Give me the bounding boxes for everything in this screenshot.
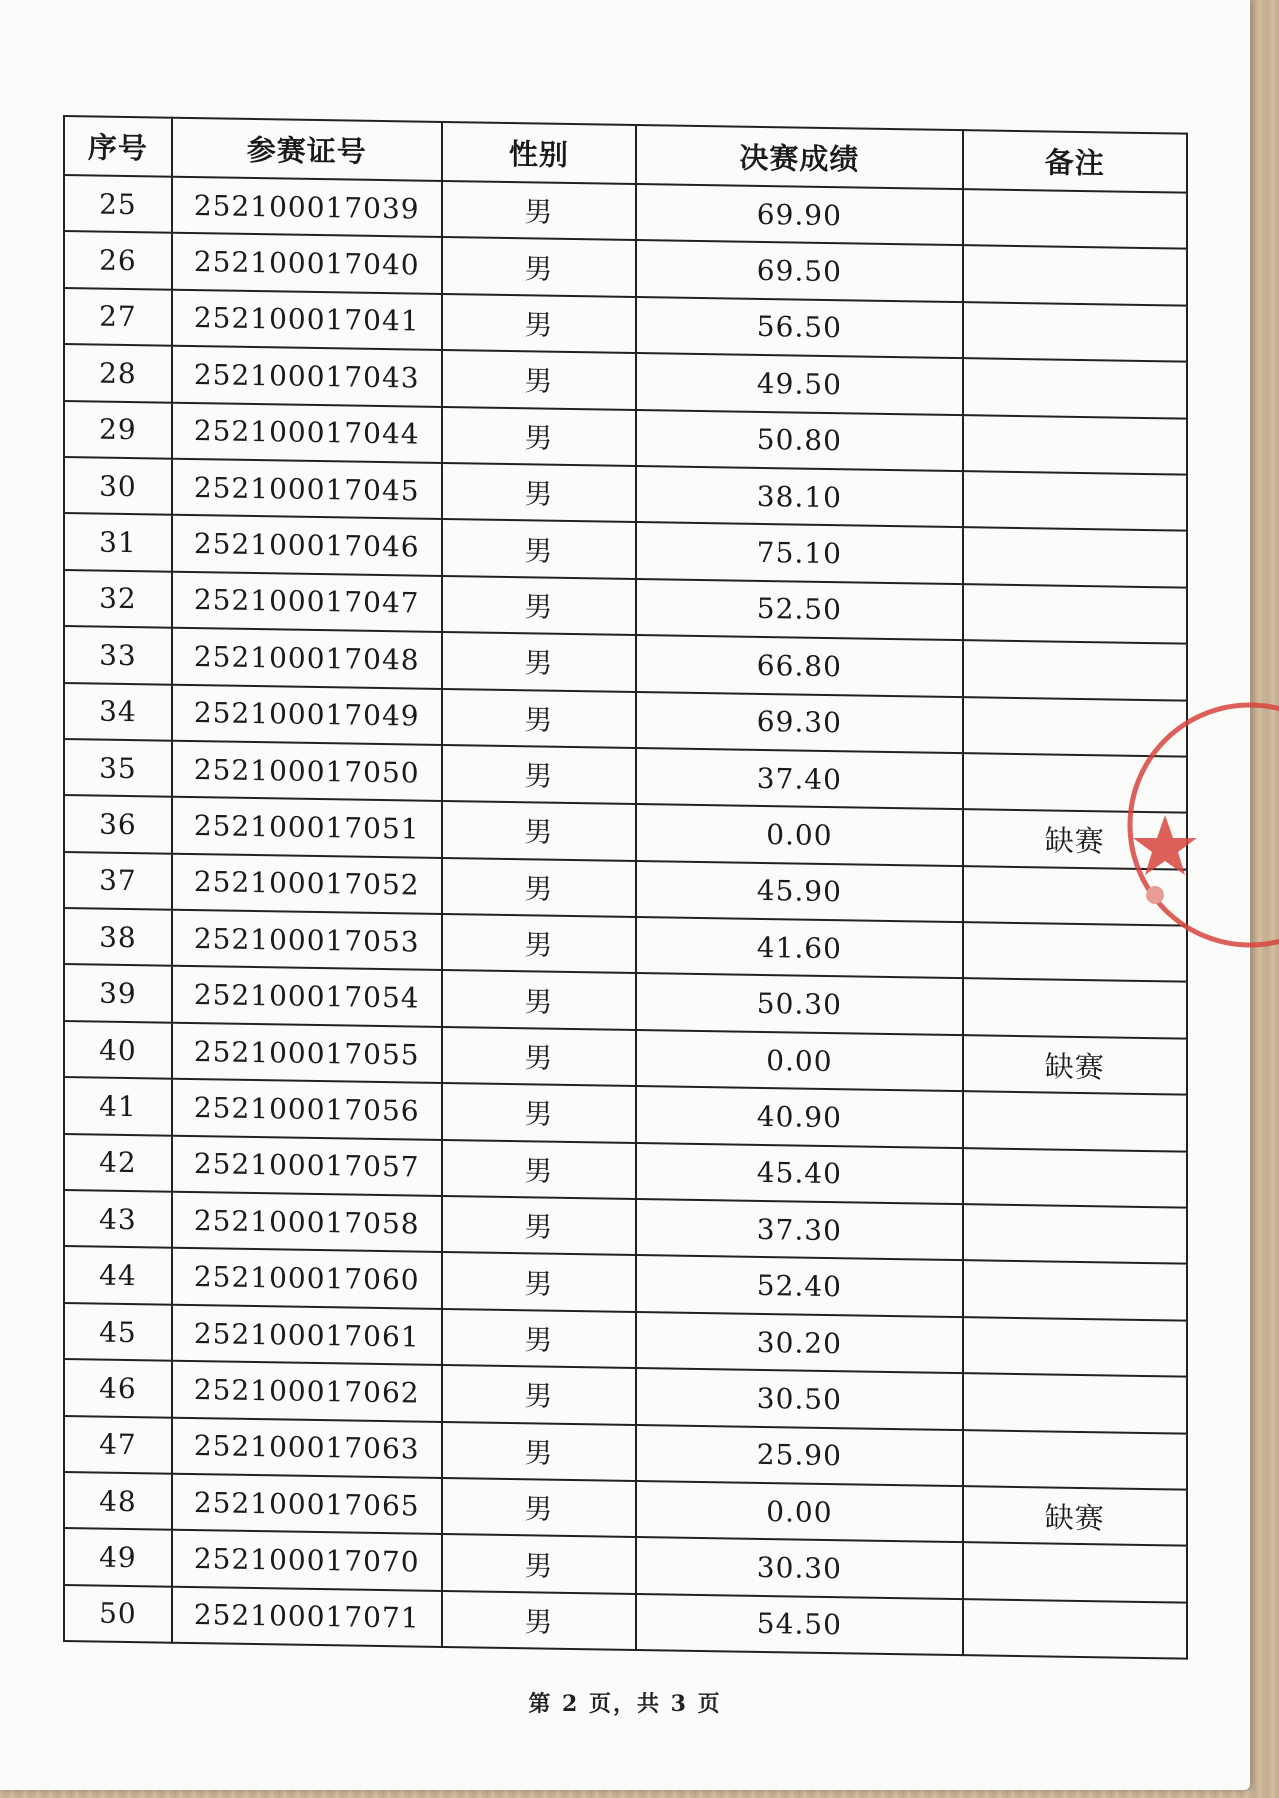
cell-seq: 38	[64, 908, 172, 966]
page-number: 第 2 页，共 3 页	[528, 1691, 722, 1717]
cell-gender: 男	[442, 1478, 637, 1537]
cell-remarks	[963, 527, 1187, 587]
cell-gender: 男	[442, 801, 637, 860]
cell-final-score: 45.90	[636, 861, 962, 923]
cell-gender: 男	[442, 914, 637, 973]
cell-entry-id: 252100017053	[172, 910, 442, 971]
cell-final-score: 75.10	[636, 522, 962, 584]
cell-remarks	[963, 1373, 1187, 1433]
cell-remarks	[963, 471, 1187, 531]
cell-gender: 男	[442, 1591, 637, 1650]
cell-gender: 男	[442, 858, 637, 917]
cell-final-score: 0.00	[636, 1030, 962, 1092]
cell-entry-id: 252100017045	[172, 459, 442, 520]
cell-seq: 42	[64, 1134, 172, 1192]
cell-final-score: 50.80	[636, 410, 962, 472]
cell-entry-id: 252100017056	[172, 1079, 442, 1140]
cell-gender: 男	[442, 1309, 637, 1368]
cell-gender: 男	[442, 1422, 637, 1481]
cell-gender: 男	[442, 1365, 637, 1424]
cell-remarks	[963, 640, 1187, 700]
cell-gender: 男	[442, 745, 637, 804]
cell-final-score: 50.30	[636, 973, 962, 1035]
header-gender: 性别	[442, 122, 637, 184]
cell-remarks	[963, 246, 1187, 306]
cell-seq: 33	[64, 626, 172, 684]
cell-entry-id: 252100017052	[172, 853, 442, 914]
cell-seq: 27	[64, 288, 172, 346]
cell-entry-id: 252100017065	[172, 1474, 442, 1535]
cell-final-score: 37.30	[636, 1199, 962, 1261]
cell-seq: 37	[64, 852, 172, 910]
cell-seq: 30	[64, 457, 172, 515]
cell-final-score: 38.10	[636, 466, 962, 528]
cell-seq: 28	[64, 344, 172, 402]
cell-gender: 男	[442, 632, 637, 691]
cell-gender: 男	[442, 407, 637, 466]
cell-remarks: 缺赛	[963, 809, 1187, 869]
cell-seq: 49	[64, 1528, 172, 1586]
cell-entry-id: 252100017054	[172, 966, 442, 1027]
header-seq: 序号	[64, 116, 172, 177]
cell-remarks	[963, 584, 1187, 644]
cell-final-score: 54.50	[636, 1594, 962, 1656]
cell-entry-id: 252100017055	[172, 1023, 442, 1084]
cell-remarks	[963, 1430, 1187, 1490]
cell-gender: 男	[442, 1196, 637, 1255]
cell-seq: 40	[64, 1021, 172, 1079]
cell-seq: 25	[64, 175, 172, 233]
cell-remarks	[963, 1599, 1187, 1659]
cell-entry-id: 252100017043	[172, 346, 442, 407]
cell-gender: 男	[442, 576, 637, 635]
cell-entry-id: 252100017058	[172, 1192, 442, 1253]
cell-remarks	[963, 922, 1187, 982]
cell-final-score: 69.30	[636, 692, 962, 754]
cell-remarks	[963, 1148, 1187, 1208]
cell-seq: 39	[64, 964, 172, 1022]
cell-seq: 26	[64, 231, 172, 289]
cell-seq: 31	[64, 513, 172, 571]
cell-remarks	[963, 189, 1187, 249]
cell-seq: 34	[64, 683, 172, 741]
cell-entry-id: 252100017062	[172, 1361, 442, 1422]
cell-remarks	[963, 979, 1187, 1039]
cell-final-score: 25.90	[636, 1425, 962, 1487]
cell-final-score: 0.00	[636, 804, 962, 866]
cell-entry-id: 252100017051	[172, 797, 442, 858]
cell-entry-id: 252100017040	[172, 233, 442, 294]
cell-gender: 男	[442, 463, 637, 522]
cell-entry-id: 252100017046	[172, 515, 442, 576]
cell-entry-id: 252100017071	[172, 1586, 442, 1647]
cell-remarks	[963, 753, 1187, 813]
header-final-score: 决赛成绩	[636, 125, 962, 189]
cell-seq: 48	[64, 1472, 172, 1530]
results-table	[63, 115, 1188, 1660]
cell-final-score: 41.60	[636, 917, 962, 979]
cell-entry-id: 252100017063	[172, 1417, 442, 1478]
header-entry-id: 参赛证号	[172, 118, 442, 181]
cell-remarks	[963, 1261, 1187, 1321]
cell-gender: 男	[442, 1083, 637, 1142]
cell-gender: 男	[442, 970, 637, 1029]
cell-remarks	[963, 1204, 1187, 1264]
cell-seq: 45	[64, 1303, 172, 1361]
cell-final-score: 40.90	[636, 1086, 962, 1148]
cell-seq: 44	[64, 1246, 172, 1304]
cell-seq: 32	[64, 570, 172, 628]
cell-remarks	[963, 1543, 1187, 1603]
cell-gender: 男	[442, 181, 637, 240]
cell-entry-id: 252100017048	[172, 628, 442, 689]
cell-seq: 41	[64, 1077, 172, 1135]
cell-final-score: 52.40	[636, 1255, 962, 1317]
cell-remarks	[963, 697, 1187, 757]
cell-remarks	[963, 1091, 1187, 1151]
cell-gender: 男	[442, 1252, 637, 1311]
cell-final-score: 30.20	[636, 1312, 962, 1374]
cell-final-score: 30.50	[636, 1368, 962, 1430]
cell-entry-id: 252100017047	[172, 571, 442, 632]
cell-entry-id: 252100017061	[172, 1305, 442, 1366]
cell-seq: 29	[64, 401, 172, 459]
cell-entry-id: 252100017070	[172, 1530, 442, 1591]
cell-gender: 男	[442, 519, 637, 578]
cell-entry-id: 252100017039	[172, 177, 442, 238]
cell-final-score: 0.00	[636, 1481, 962, 1543]
cell-remarks: 缺赛	[963, 1035, 1187, 1095]
cell-entry-id: 252100017044	[172, 402, 442, 463]
cell-seq: 43	[64, 1190, 172, 1248]
cell-final-score: 52.50	[636, 579, 962, 641]
cell-seq: 36	[64, 795, 172, 853]
cell-remarks	[963, 866, 1187, 926]
cell-entry-id: 252100017060	[172, 1248, 442, 1309]
cell-entry-id: 252100017049	[172, 684, 442, 745]
cell-entry-id: 252100017041	[172, 289, 442, 350]
cell-gender: 男	[442, 1140, 637, 1199]
cell-gender: 男	[442, 688, 637, 747]
cell-entry-id: 252100017057	[172, 1135, 442, 1196]
cell-gender: 男	[442, 1027, 637, 1086]
cell-gender: 男	[442, 237, 637, 296]
cell-seq: 35	[64, 739, 172, 797]
cell-gender: 男	[442, 350, 637, 409]
cell-remarks: 缺赛	[963, 1486, 1187, 1546]
cell-final-score: 69.90	[636, 184, 962, 246]
cell-seq: 47	[64, 1416, 172, 1474]
cell-remarks	[963, 1317, 1187, 1377]
cell-gender: 男	[442, 294, 637, 353]
cell-final-score: 56.50	[636, 297, 962, 359]
header-remarks: 备注	[963, 130, 1187, 193]
cell-final-score: 49.50	[636, 353, 962, 415]
cell-remarks	[963, 358, 1187, 418]
cell-final-score: 37.40	[636, 748, 962, 810]
cell-final-score: 69.50	[636, 240, 962, 302]
cell-remarks	[963, 302, 1187, 362]
cell-gender: 男	[442, 1534, 637, 1593]
cell-final-score: 30.30	[636, 1537, 962, 1599]
cell-seq: 50	[64, 1585, 172, 1643]
cell-final-score: 66.80	[636, 635, 962, 697]
cell-entry-id: 252100017050	[172, 741, 442, 802]
cell-final-score: 45.40	[636, 1143, 962, 1205]
cell-remarks	[963, 415, 1187, 475]
cell-seq: 46	[64, 1359, 172, 1417]
table-body	[64, 175, 1187, 1659]
